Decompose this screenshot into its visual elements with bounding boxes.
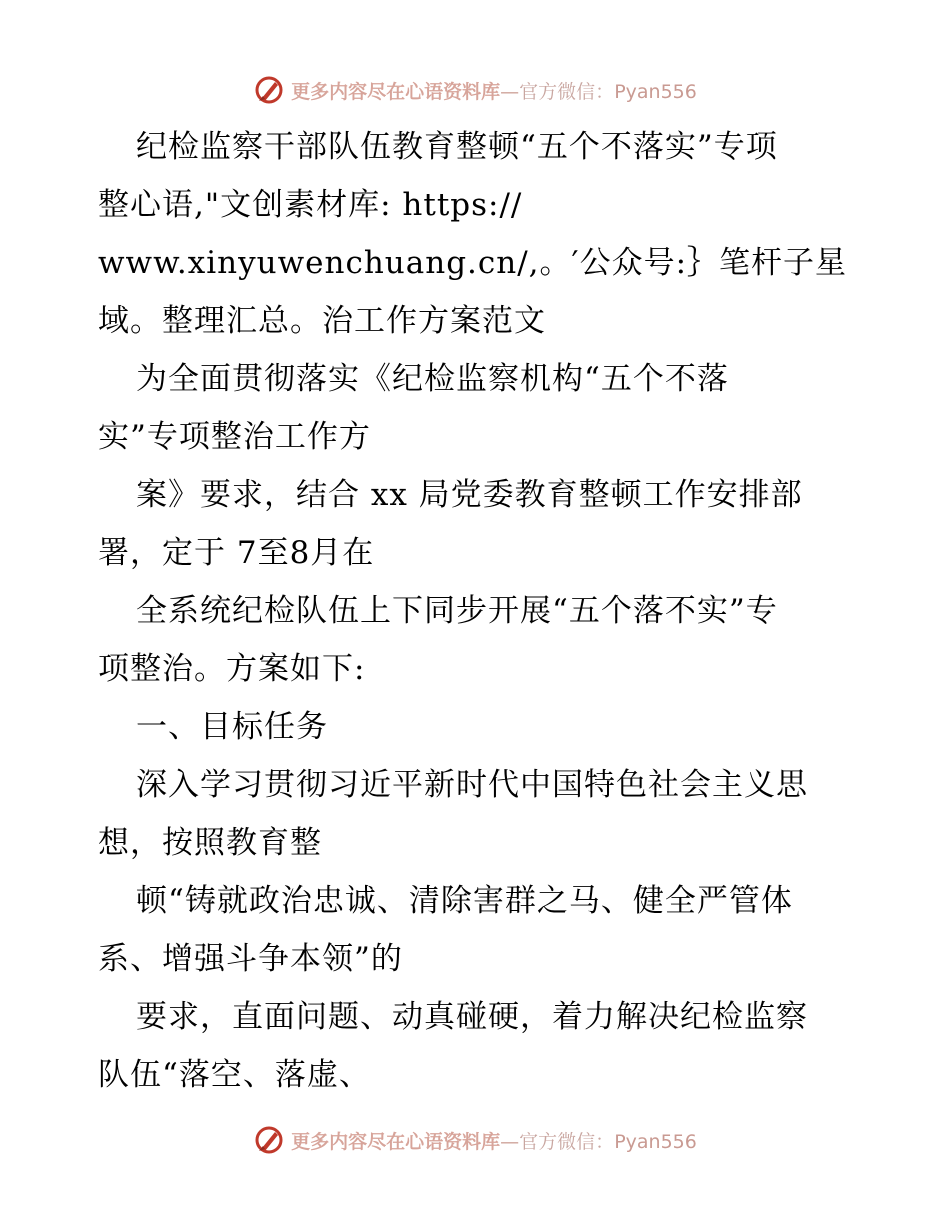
section-heading: 一、目标任务 — [136, 709, 328, 745]
banner-brand-text: 更多内容尽在心语资料库 — [291, 80, 501, 103]
banner-official-label: 官方微信： — [519, 80, 615, 103]
footer-banner — [0, 1120, 950, 1160]
text-line: 想，按照教育整 — [98, 825, 322, 861]
banner-dash: — — [500, 80, 520, 103]
banner-brand-text: 更多内容尽在心语资料库 — [291, 1130, 501, 1153]
pen-logo-icon — [253, 74, 285, 106]
text-line: 域。整理汇总。治工作方案范文 — [98, 303, 546, 339]
text-line: 项整治。方案如下: — [98, 651, 366, 687]
banner-official-label: 官方微信： — [519, 1130, 615, 1153]
text-line: 要求，直面问题、动真碰硬，着力解决纪检监察 — [136, 999, 808, 1035]
banner-dash: — — [500, 1130, 520, 1153]
header-banner — [0, 70, 950, 110]
text-line: 系、增强斗争本领”的 — [98, 941, 403, 977]
text-line: 纪检监察干部队伍教育整顿“五个不落实”专项 — [136, 129, 778, 165]
pen-logo-icon — [253, 1124, 285, 1156]
text-line: 队伍“落空、落虚、 — [98, 1057, 371, 1093]
text-line: 顿“铸就政治忠诚、清除害群之马、健全严管体 — [136, 883, 793, 919]
text-line: 署，定于 7至8月在 — [98, 535, 375, 571]
text-line: 实”专项整治工作方 — [98, 419, 371, 455]
text-line: 全系统纪检队伍上下同步开展“五个落不实”专 — [136, 593, 778, 629]
text-line: 整心语,"文创素材库: https:// — [98, 187, 523, 223]
footer-banner-text — [291, 1127, 697, 1154]
header-banner-content — [253, 74, 697, 106]
banner-account-id: Pyan556 — [614, 1130, 697, 1153]
document-body — [98, 118, 858, 1104]
text-line: 案》要求，结合 xx 局党委教育整顿工作安排部 — [136, 477, 803, 513]
text-line: 深入学习贯彻习近平新时代中国特色社会主义思 — [136, 767, 808, 803]
text-line: 为全面贯彻落实《纪检监察机构“五个不落 — [136, 361, 729, 397]
banner-account-id: Pyan556 — [614, 80, 697, 103]
text-line: www.xinyuwenchuang.cn/,。′公众号:｝笔杆子星 — [98, 245, 848, 281]
footer-banner-content — [253, 1124, 697, 1156]
header-banner-text — [291, 77, 697, 104]
